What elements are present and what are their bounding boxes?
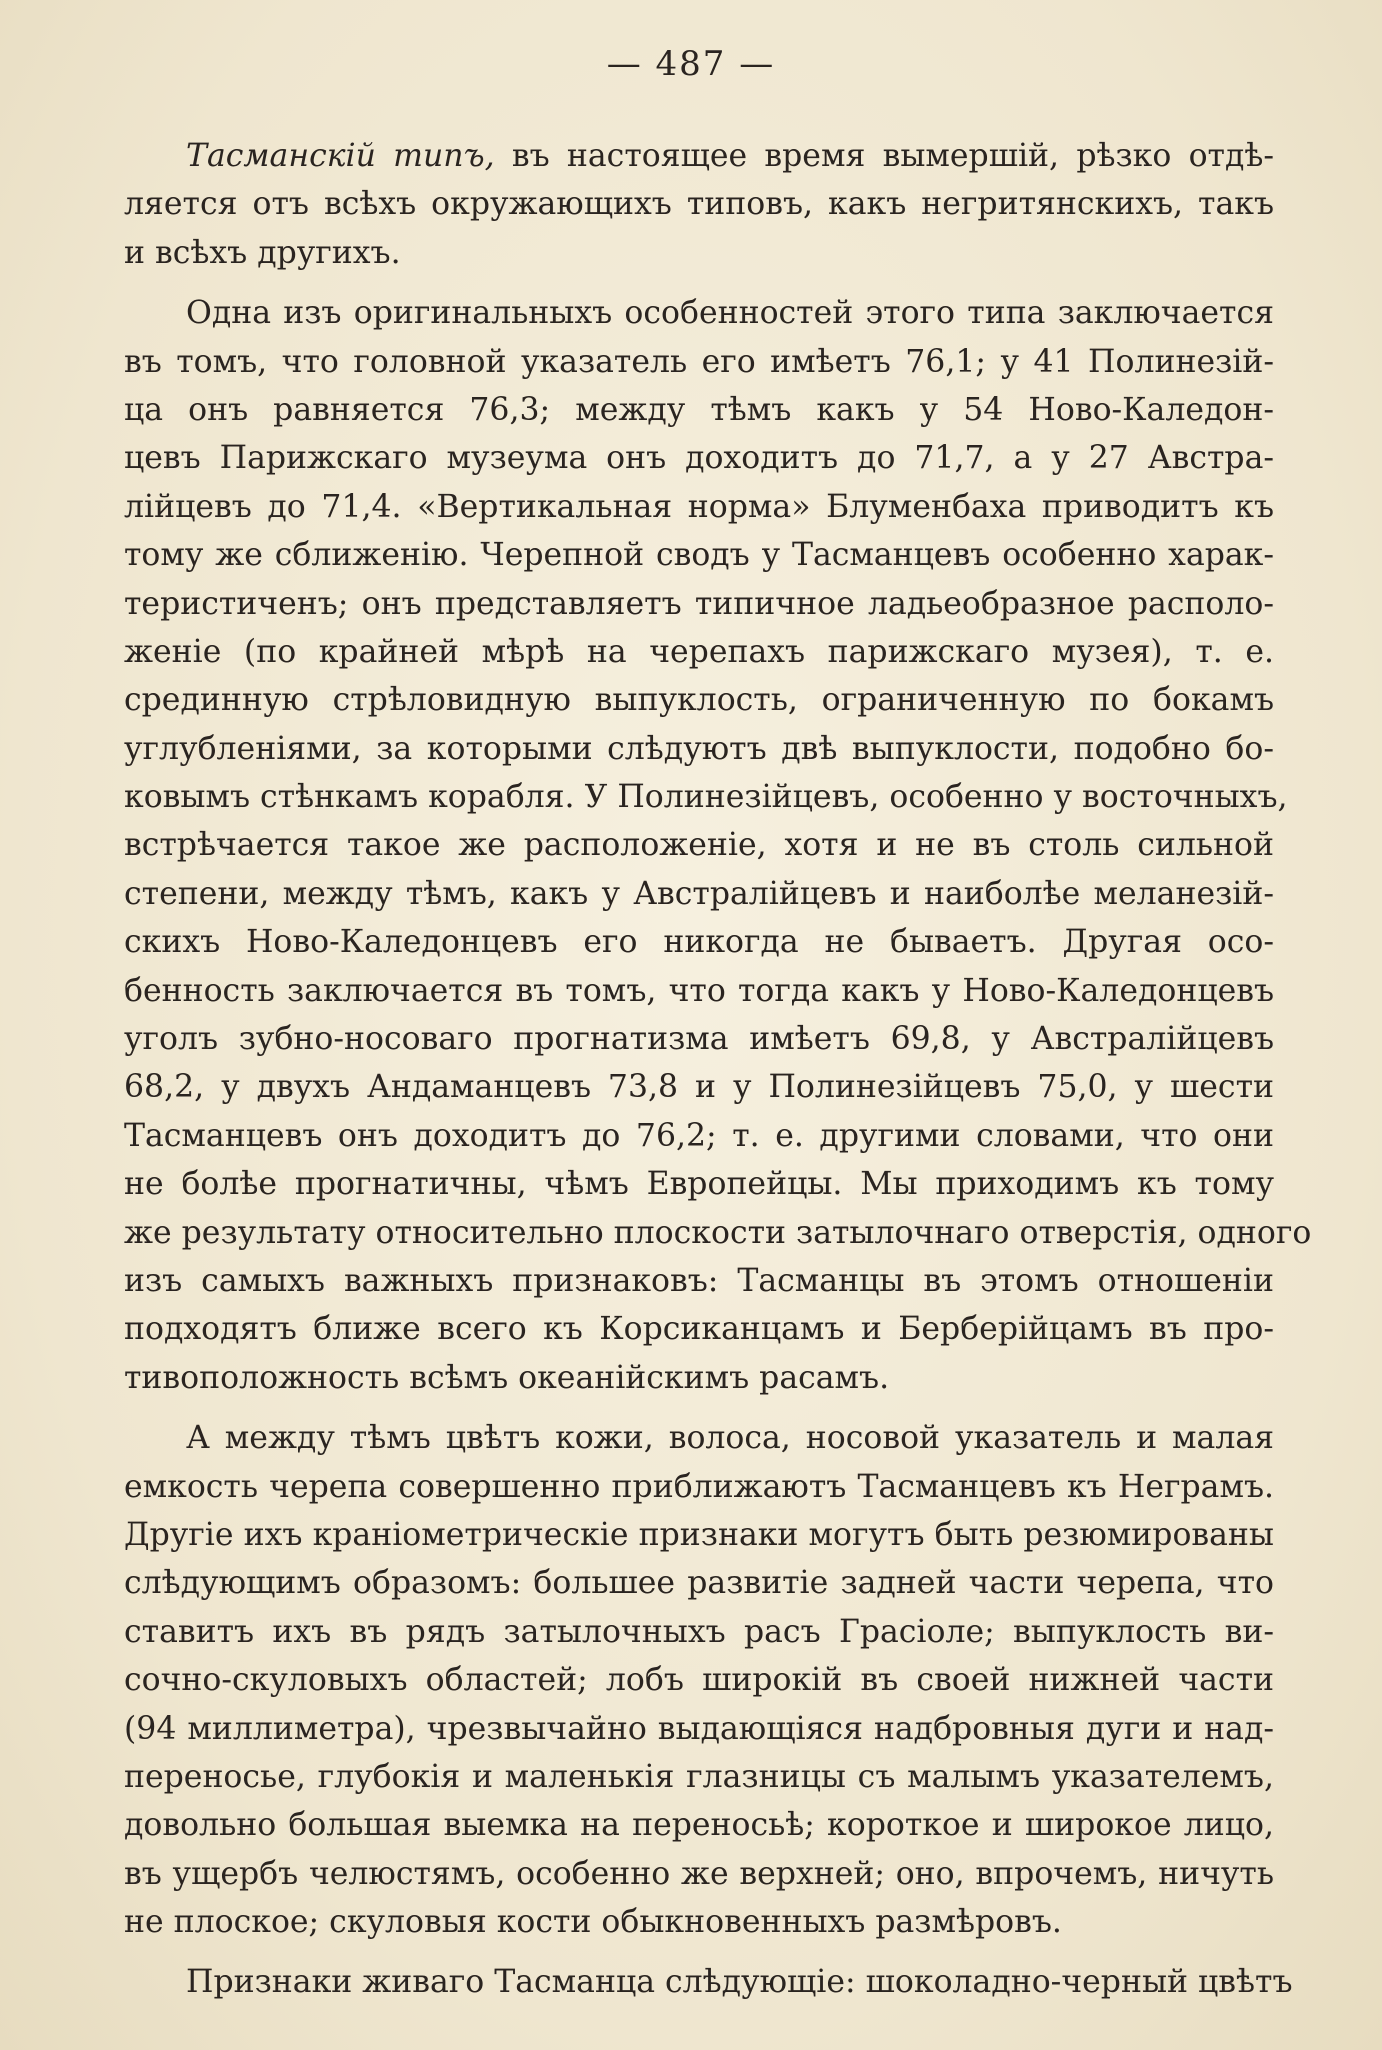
text-line <box>124 1414 1274 1462</box>
line-text: въ томъ, что головной указатель его имѣетъ 76,1; у 41 Полинезій- <box>124 343 1274 380</box>
line-text: женіе (по крайней мѣрѣ на черепахъ парижскаго музея), т. е. <box>124 633 1274 670</box>
text-line <box>124 1354 1274 1402</box>
line-text: ставитъ ихъ въ рядъ затылочныхъ расъ Грасіоле; выпуклость ви- <box>124 1613 1274 1650</box>
text-line <box>124 1257 1274 1305</box>
text-line <box>124 773 1288 821</box>
text-line <box>124 1608 1274 1656</box>
line-text: цевъ Парижскаго музеума онъ доходитъ до 71,7, а у 27 Австра- <box>124 440 1274 477</box>
text-line <box>124 180 1274 228</box>
line-text: довольно большая выемка на переносьѣ; короткое и широкое лицо, <box>124 1807 1274 1844</box>
text-line <box>124 1898 1274 1946</box>
line-text: слѣдующимъ образомъ: большее развитіе задней части черепа, что <box>124 1565 1274 1602</box>
paragraph-gap <box>124 277 1274 289</box>
text-line <box>124 918 1274 966</box>
text-line <box>124 821 1274 869</box>
line-text: изъ самыхъ важныхъ признаковъ: Тасманцы въ этомъ отношеніи <box>124 1262 1274 1299</box>
line-text: Одна изъ оригинальныхъ особенностей этого типа заключается <box>186 295 1274 332</box>
paragraph <box>124 132 1274 277</box>
text-line <box>124 289 1274 337</box>
text-line <box>124 132 1274 180</box>
line-text: теристиченъ; онъ представляетъ типичное ладьеобразное располо- <box>124 585 1274 622</box>
text-line <box>124 338 1274 386</box>
line-text: въ ущербъ челюстямъ, особенно же верхней; оно, впрочемъ, ничуть <box>124 1855 1274 1892</box>
text-line <box>124 1801 1274 1849</box>
text-line <box>124 1559 1274 1607</box>
line-text: Другіе ихъ краніометрическіе признаки могутъ быть резюмированы <box>124 1516 1274 1553</box>
paragraph <box>124 1958 1293 2006</box>
line-text: сочно-скуловыхъ областей; лобъ широкій въ своей нижней части <box>124 1662 1274 1699</box>
line-text: подходятъ ближе всего къ Корсиканцамъ и Берберійцамъ въ про- <box>124 1311 1274 1348</box>
text-line <box>124 1112 1274 1160</box>
line-text: и всѣхъ другихъ. <box>124 234 401 271</box>
line-text: переносье, глубокія и маленькія глазницы съ малымъ указателемъ, <box>124 1758 1274 1795</box>
text-line <box>124 386 1274 434</box>
text-line <box>124 531 1274 579</box>
text-line <box>124 628 1274 676</box>
line-text: лійцевъ до 71,4. «Вертикальная норма» Блуменбаха приводитъ къ <box>124 488 1274 525</box>
line-text: (94 миллиметра), чрезвычайно выдающіяся надбровныя дуги и над- <box>124 1710 1274 1747</box>
italic-term: Тасманскій типъ, <box>186 138 495 174</box>
paragraph <box>124 1414 1274 1946</box>
line-text: углубленіями, за которыми слѣдуютъ двѣ выпуклости, подобно бо- <box>124 730 1274 767</box>
text-line <box>124 1063 1274 1111</box>
line-text: же результату относительно плоскости затылочнаго отверстія, одного <box>124 1214 1312 1251</box>
line-text: А между тѣмъ цвѣтъ кожи, волоса, носовой указатель и малая <box>186 1420 1274 1457</box>
text-line <box>124 434 1274 482</box>
text-line <box>124 725 1274 773</box>
text-line <box>124 1463 1274 1511</box>
line-text: въ настоящее время вымершій, рѣзко отдѣ- <box>494 138 1274 174</box>
text-line <box>124 1015 1274 1063</box>
text-line <box>124 870 1274 918</box>
line-text: не плоское; скуловыя кости обыкновенныхъ размѣровъ. <box>124 1904 1062 1941</box>
text-line <box>124 1958 1293 2006</box>
line-text: ковымъ стѣнкамъ корабля. У Полинезійцевъ, особенно у восточныхъ, <box>124 779 1288 816</box>
text-line <box>124 483 1274 531</box>
line-text: тому же сближенію. Черепной сводъ у Тасманцевъ особенно харак- <box>124 537 1274 574</box>
text-line <box>124 1209 1312 1257</box>
line-text: срединную стрѣловидную выпуклость, ограниченную по бокамъ <box>124 682 1274 719</box>
line-text: Признаки живаго Тасманца слѣдующіе: шоколадно-черный цвѣтъ <box>186 1964 1293 2001</box>
text-line <box>124 229 1274 277</box>
line-text: бенность заключается въ томъ, что тогда какъ у Ново-Каледонцевъ <box>124 972 1274 1009</box>
line-text: 68,2, у двухъ Андаманцевъ 73,8 и у Полинезійцевъ 75,0, у шести <box>124 1069 1274 1106</box>
text-line <box>124 1656 1274 1704</box>
text-line <box>124 1305 1274 1353</box>
line-text: Тасманцевъ онъ доходитъ до 76,2; т. е. другими словами, что они <box>124 1117 1274 1154</box>
line-text: ляется отъ всѣхъ окружающихъ типовъ, какъ негритянскихъ, такъ <box>124 186 1274 223</box>
line-text: ца онъ равняется 76,3; между тѣмъ какъ у 54 Ново-Каледон- <box>124 391 1274 428</box>
paragraph <box>124 289 1312 1402</box>
line-text: тивоположность всѣмъ океанійскимъ расамъ. <box>124 1359 890 1396</box>
text-line <box>124 676 1274 724</box>
line-text: степени, между тѣмъ, какъ у Австралійцевъ и наиболѣе меланезій- <box>124 875 1274 912</box>
line-text: уголъ зубно-носоваго прогнатизма имѣетъ 69,8, у Австралійцевъ <box>124 1021 1274 1058</box>
text-line <box>124 1753 1274 1801</box>
text-line <box>124 967 1274 1015</box>
text-line <box>124 1705 1274 1753</box>
line-text: емкость черепа совершенно приближаютъ Тасманцевъ къ Неграмъ. <box>124 1468 1274 1505</box>
text-line <box>124 1160 1274 1208</box>
text-line <box>124 1850 1274 1898</box>
paragraph-gap <box>124 1402 1274 1414</box>
text-line <box>124 1511 1274 1559</box>
line-text: скихъ Ново-Каледонцевъ его никогда не бываетъ. Другая осо- <box>124 924 1274 961</box>
line-text: не болѣе прогнатичны, чѣмъ Европейцы. Мы приходимъ къ тому <box>124 1166 1274 1203</box>
text-line <box>124 580 1274 628</box>
paragraph-gap <box>124 1946 1274 1958</box>
page-number: — 487 — <box>606 44 776 84</box>
line-text: встрѣчается такое же расположеніе, хотя и не въ столь сильной <box>124 827 1274 864</box>
body-text <box>124 132 1312 2007</box>
